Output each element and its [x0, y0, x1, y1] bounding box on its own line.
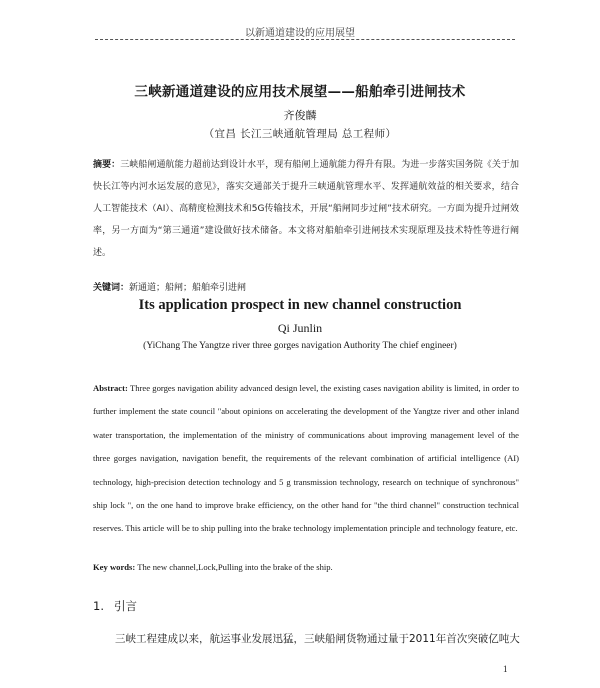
- chinese-abstract: [93, 154, 519, 264]
- english-author: Qi Junlin: [277, 321, 323, 335]
- english-keywords: [93, 562, 519, 572]
- chinese-keywords-text: 新通道；船闸；船舶牵引进闸: [129, 283, 247, 293]
- page-number: 1: [503, 664, 508, 674]
- chinese-author: 齐俊麟: [283, 109, 317, 122]
- chinese-keywords: [93, 280, 519, 293]
- section-number: 1.: [93, 599, 104, 613]
- chinese-title: 三峡新通道建设的应用技术展望——船舶牵引进闸技术: [134, 84, 466, 100]
- english-abstract-text: Three gorges navigation ability advanced design level, the existing cases navigation ability is limited, in order to further implement the state council "about opinions on accelerating the development of the Yangtze river and other inland water transportation, the implementation of the ministry of communications about improving management level of the three gorges navigation, navigation benefit, the requirements of the relevant combination of artificial intelligence (AI) technology, high-precision detection technology and 5 g transmission technology, research on technique of synchronous" ship lock ", on the one hand to improve brake efficiency, on the other hand for "the third channel" construction technical reserves. This article will be to ship pulling into the brake technology implementation principle and technology feature, etc.: [93, 383, 519, 534]
- english-abstract-label: Abstract:: [93, 383, 128, 393]
- english-keywords-label: Key words:: [93, 562, 136, 572]
- section-heading: [93, 598, 137, 614]
- section-title: 引言: [113, 599, 137, 613]
- chinese-abstract-label: 摘要：: [93, 160, 121, 170]
- header-divider: [95, 39, 515, 40]
- running-header: 以新通道建设的应用展望: [245, 28, 355, 39]
- body-paragraph: 三峡工程建成以来，航运事业发展迅猛，三峡船闸货物通过量于2011年首次突破亿吨大: [115, 633, 520, 645]
- chinese-affiliation: （宜昌 长江三峡通航管理局 总工程师）: [203, 128, 397, 140]
- english-affiliation: (YiChang The Yangtze river three gorges navigation Authority The chief engineer): [143, 341, 457, 351]
- english-title: Its application prospect in new channel construction: [138, 297, 462, 313]
- english-abstract: [93, 377, 519, 541]
- chinese-abstract-text: 三峡船闸通航能力超前达到设计水平，现有船闸上通航能力得升有限。为进一步落实国务院《关于加快长江等内河水运发展的意见》，落实交通部关于提升三峡通航管理水平、发挥通航效益的相关要求，结合人工智能技术（AI）、高精度检测技术和5G传输技术，开展“船闸同步过闸”技术研究。一方面为提升过闸效率，另一方面为“第三通道”建设做好技术储备。本文将对船舶牵引进闸技术实现原理及技术特性等进行阐述。: [93, 160, 519, 258]
- english-keywords-text: The new channel,Lock,Pulling into the brake of the ship.: [137, 562, 333, 572]
- chinese-keywords-label: 关键词：: [93, 283, 130, 293]
